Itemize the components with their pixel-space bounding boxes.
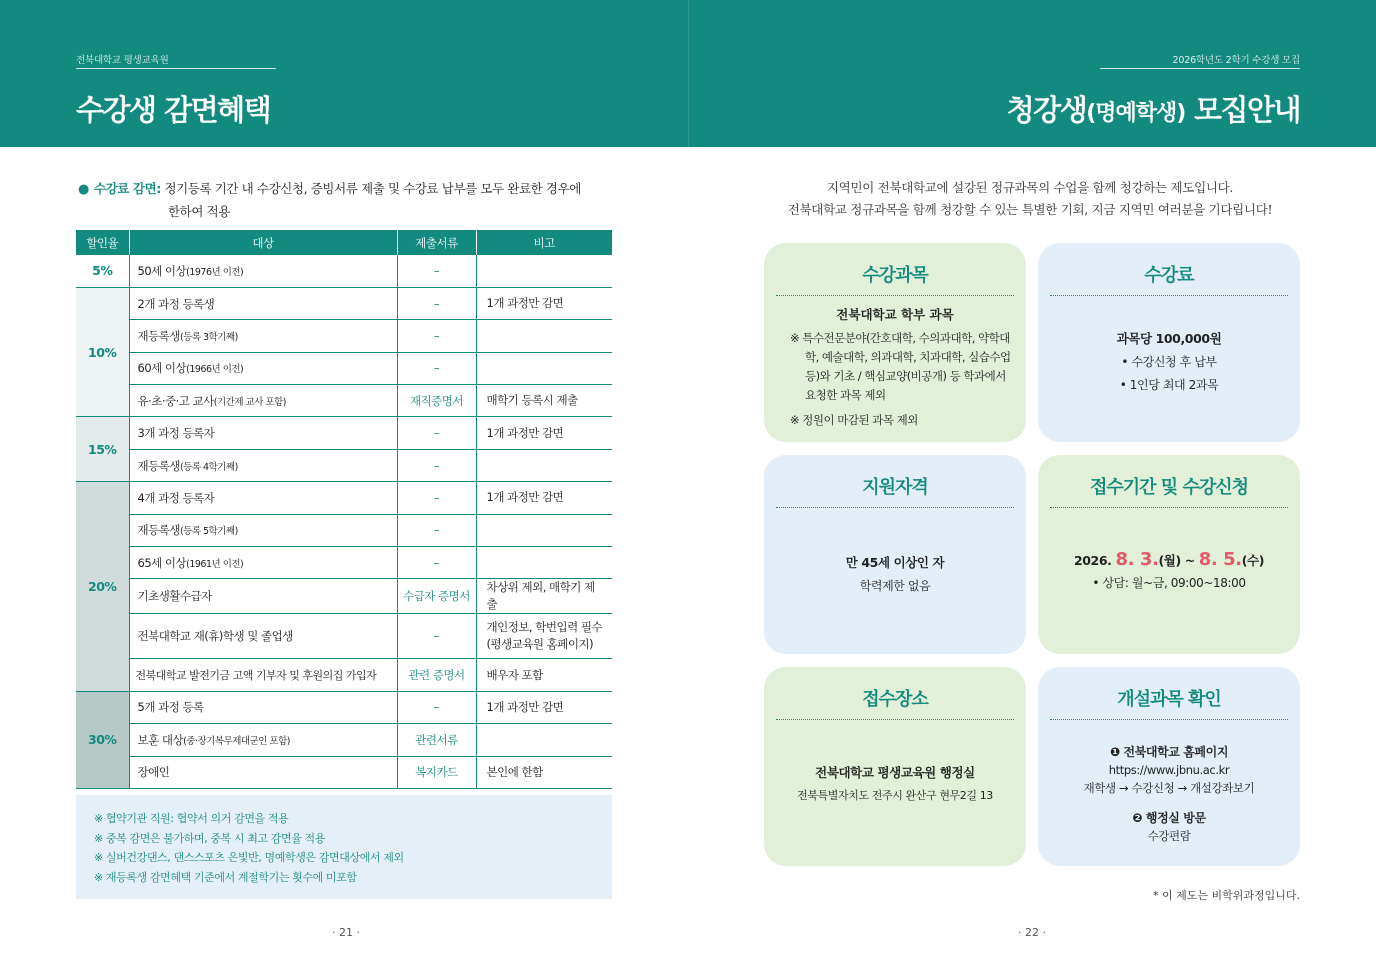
- doc-cell: –: [397, 614, 476, 659]
- table-row: [76, 659, 612, 691]
- note-cell: [476, 449, 612, 481]
- course-subtitle: 전북대학교 학부 과목: [836, 307, 954, 322]
- doc-cell: –: [397, 482, 476, 514]
- card-check: [1038, 667, 1300, 866]
- card-course: [764, 243, 1026, 442]
- eligibility-body: [764, 553, 1026, 594]
- intro-line1: 정기등록 기간 내 수강신청, 증빙서류 제출 및 수강료 납부를 모두 완료한 경우에: [160, 181, 581, 196]
- note-cell: [476, 614, 612, 659]
- card-title: 수강료: [1144, 265, 1194, 286]
- doc-cell: –: [397, 287, 476, 319]
- target-text: 전북대학교 재(휴)학생 및 졸업생: [137, 629, 293, 644]
- target-text: 재등록생: [137, 523, 180, 538]
- target-cell: [129, 756, 397, 788]
- left-header-rule: [76, 68, 276, 69]
- card-title: 지원자격: [862, 477, 928, 498]
- rate-cell: 30%: [76, 691, 129, 788]
- target-text: 50세 이상: [137, 263, 187, 278]
- target-cell: [129, 417, 397, 449]
- doc-cell: –: [397, 514, 476, 546]
- fee-item: • 수강신청 후 납부: [1121, 355, 1217, 369]
- doc-cell: –: [397, 691, 476, 723]
- note-item: ※ 실버건강댄스, 댄스스포츠 은빛반, 명예학생은 감면대상에서 제외: [94, 851, 404, 864]
- note-cell: [476, 352, 612, 384]
- bullet-icon: ●: [78, 182, 89, 197]
- fee-body: [1038, 329, 1300, 393]
- period-start-day: (월) ~: [1158, 553, 1199, 568]
- check-item-office: ❷ 행정실 방문: [1132, 811, 1206, 825]
- check-item-homepage: ❶ 전북대학교 홈페이지: [1109, 745, 1229, 759]
- intro-line2: 전북대학교 정규과목을 함께 청강할 수 있는 특별한 기회, 지금 지역민 여러분을 기다립니다!: [787, 202, 1273, 217]
- target-detail: (기간제 교사 포함): [213, 396, 286, 408]
- target-text: 60세 이상: [137, 361, 187, 376]
- target-text: 장애인: [137, 765, 170, 780]
- col-header-docs: 제출서류: [397, 230, 476, 255]
- rate-cell: 20%: [76, 482, 129, 692]
- card-divider: [776, 719, 1014, 720]
- table-row: [76, 352, 612, 384]
- intro-key: 수강료 감면:: [93, 181, 161, 196]
- table-row: [76, 756, 612, 788]
- note-cell: 1개 과정만 감면: [476, 482, 612, 514]
- card-divider: [776, 295, 1014, 296]
- doc-cell: 복지카드: [397, 756, 476, 788]
- note-cell: [476, 514, 612, 546]
- table-row: [76, 482, 612, 514]
- left-header-institution: 전북대학교 평생교육원: [76, 55, 169, 66]
- doc-cell: –: [397, 352, 476, 384]
- target-detail: (1976년 이전): [186, 266, 244, 278]
- fee-item: • 1인당 최대 2과목: [1119, 378, 1219, 392]
- table-row: [76, 417, 612, 449]
- note-cell: 1개 과정만 감면: [476, 691, 612, 723]
- note-cell: 1개 과정만 감면: [476, 287, 612, 319]
- target-cell: [129, 320, 397, 352]
- card-divider: [1050, 719, 1288, 720]
- doc-cell: 재직증명서: [397, 385, 476, 417]
- course-exclusions: [790, 329, 1012, 430]
- page-number-right: · 22 ·: [1018, 926, 1046, 939]
- page-number-left: · 21 ·: [332, 926, 360, 939]
- table-row: [76, 514, 612, 546]
- table-row: [76, 614, 612, 659]
- table-header-row: [76, 230, 612, 255]
- right-title-paren: (명예학생): [1086, 101, 1186, 126]
- right-header-term: 2026학년도 2학기 수강생 모집: [1172, 55, 1300, 66]
- target-text: 2개 과정 등록생: [137, 296, 215, 311]
- exclusion-item: ※ 특수전문분야(간호대학, 수의과대학, 약학대학, 예술대학, 의과대학, 치과대학, 실습수업 등)와 기초 / 핵심교양(비공개) 등 학과에서 요청한 과목 제외: [790, 331, 1011, 402]
- note-cell: 매학기 등록시 제출: [476, 385, 612, 417]
- card-title: 접수장소: [862, 689, 928, 710]
- table-row: [76, 320, 612, 352]
- target-cell: [129, 579, 397, 614]
- table-row: [76, 691, 612, 723]
- rate-cell: 15%: [76, 417, 129, 482]
- card-title: 수강과목: [862, 265, 928, 286]
- doc-cell: –: [397, 417, 476, 449]
- target-text: 3개 과정 등록자: [137, 426, 215, 441]
- target-text: 보훈 대상: [137, 732, 184, 747]
- target-cell: [129, 614, 397, 659]
- right-header-rule: [1100, 68, 1300, 69]
- card-title: 접수기간 및 수강신청: [1089, 477, 1249, 498]
- fee-amount: 과목당 100,000원: [1116, 331, 1222, 346]
- discount-notes: [76, 795, 612, 899]
- right-page-title: [1007, 88, 1300, 129]
- note-cell: [476, 724, 612, 756]
- left-page-title: 수강생 감면혜택: [76, 93, 271, 127]
- page-divider: [688, 0, 689, 147]
- exclusion-item: ※ 정원이 마감된 과목 제외: [790, 413, 918, 427]
- col-header-rate: 할인율: [76, 230, 129, 255]
- target-detail: (1961년 이전): [186, 558, 244, 570]
- target-cell: [129, 449, 397, 481]
- doc-cell: 관련 증명서: [397, 659, 476, 691]
- table-row: [76, 255, 612, 287]
- target-cell: [129, 659, 397, 691]
- target-cell: [129, 547, 397, 579]
- card-title: 개설과목 확인: [1117, 689, 1221, 710]
- card-divider: [1050, 295, 1288, 296]
- period-year: 2026.: [1073, 553, 1116, 568]
- table-row: [76, 385, 612, 417]
- right-title-main: 청강생: [1006, 93, 1087, 127]
- target-detail: (등록 4학기째): [179, 461, 238, 473]
- card-fee: [1038, 243, 1300, 442]
- auditor-intro: [740, 177, 1320, 221]
- table-row: [76, 547, 612, 579]
- place-address: 전북특별자치도 전주시 완산구 현무2길 13: [797, 789, 993, 802]
- card-divider: [1050, 507, 1288, 508]
- eligibility-age: 만 45세 이상인 자: [845, 555, 945, 570]
- office-sub: 수강편람: [1147, 829, 1191, 843]
- note-line: 개인정보, 학번입력 필수: [486, 620, 603, 635]
- doc-cell: 수급자 증명서: [397, 579, 476, 614]
- table-row: [76, 579, 612, 614]
- eligibility-education: 학력제한 없음: [859, 579, 931, 593]
- card-place: [764, 667, 1026, 866]
- note-item: ※ 협약기관 직원: 협약서 의거 감면을 적용: [94, 812, 289, 825]
- table-row: [76, 449, 612, 481]
- card-divider: [776, 507, 1014, 508]
- target-cell: [129, 724, 397, 756]
- target-text: 재등록생: [137, 458, 180, 473]
- note-cell: 배우자 포함: [476, 659, 612, 691]
- homepage-path: 재학생 → 수강신청 → 개설강좌보기: [1083, 781, 1255, 795]
- target-detail: (1966년 이전): [186, 364, 244, 376]
- period-end-day: (수): [1241, 553, 1265, 568]
- intro-line1: 지역민이 전북대학교에 설강된 정규과목의 수업을 함께 청강하는 제도입니다.: [826, 180, 1234, 195]
- place-body: [764, 763, 1026, 803]
- target-text: 기초생활수급자: [137, 589, 212, 604]
- target-detail: (등록 5학기째): [179, 526, 238, 538]
- rate-cell: 5%: [76, 255, 129, 287]
- discount-table: [76, 230, 612, 789]
- note-cell: [476, 547, 612, 579]
- period-dates: [1038, 549, 1300, 570]
- footnote: * 이 제도는 비학위과정입니다.: [1153, 889, 1300, 902]
- target-cell: [129, 514, 397, 546]
- target-detail: (중·장기복무제대군인 포함): [183, 735, 290, 747]
- table-row: [76, 724, 612, 756]
- note-cell: [476, 255, 612, 287]
- target-cell: [129, 287, 397, 319]
- col-header-note: 비고: [476, 230, 612, 255]
- target-text: 65세 이상: [137, 555, 187, 570]
- period-start: 8. 3.: [1115, 549, 1159, 570]
- card-eligibility: [764, 455, 1026, 654]
- target-text: 재등록생: [137, 328, 180, 343]
- target-text: 전북대학교 발전기금 고액 기부자 및 후원의집 가입자: [135, 669, 377, 683]
- check-body: [1038, 743, 1300, 845]
- target-cell: [129, 352, 397, 384]
- right-title-end: 모집안내: [1185, 93, 1300, 127]
- note-cell: 차상위 제외, 매학기 제출: [476, 579, 612, 614]
- target-cell: [129, 255, 397, 287]
- period-end: 8. 5.: [1198, 549, 1242, 570]
- doc-cell: –: [397, 449, 476, 481]
- target-cell: [129, 385, 397, 417]
- period-consult: • 상담: 월~금, 09:00~18:00: [1092, 576, 1246, 590]
- target-text: 5개 과정 등록: [137, 700, 204, 715]
- target-text: 4개 과정 등록자: [137, 490, 215, 505]
- note-item: ※ 중복 감면은 불가하며, 중복 시 최고 감면율 적용: [94, 831, 325, 845]
- rate-cell: 10%: [76, 287, 129, 417]
- note-cell: 1개 과정만 감면: [476, 417, 612, 449]
- table-row: [76, 287, 612, 319]
- col-header-target: 대상: [129, 230, 397, 255]
- doc-cell: –: [397, 320, 476, 352]
- period-body: [1038, 549, 1300, 591]
- target-cell: [129, 482, 397, 514]
- doc-cell: –: [397, 547, 476, 579]
- target-cell: [129, 691, 397, 723]
- card-period: [1038, 455, 1300, 654]
- note-cell: 본인에 한함: [476, 756, 612, 788]
- doc-cell: –: [397, 255, 476, 287]
- place-office: 전북대학교 평생교육원 행정실: [815, 765, 975, 780]
- target-text: 유·초·중·고 교사: [137, 393, 214, 408]
- doc-cell: 관련서류: [397, 724, 476, 756]
- intro-line2: 한하여 적용: [168, 204, 230, 219]
- note-item: ※ 재등록생 감면혜택 기준에서 계절학기는 횟수에 미포함: [94, 870, 357, 884]
- note-line: (평생교육원 홈페이지): [486, 637, 594, 652]
- discount-intro: [78, 178, 618, 223]
- homepage-url[interactable]: https://www.jbnu.ac.kr: [1108, 763, 1230, 777]
- target-detail: (등록 3학기째): [179, 331, 238, 343]
- note-cell: [476, 320, 612, 352]
